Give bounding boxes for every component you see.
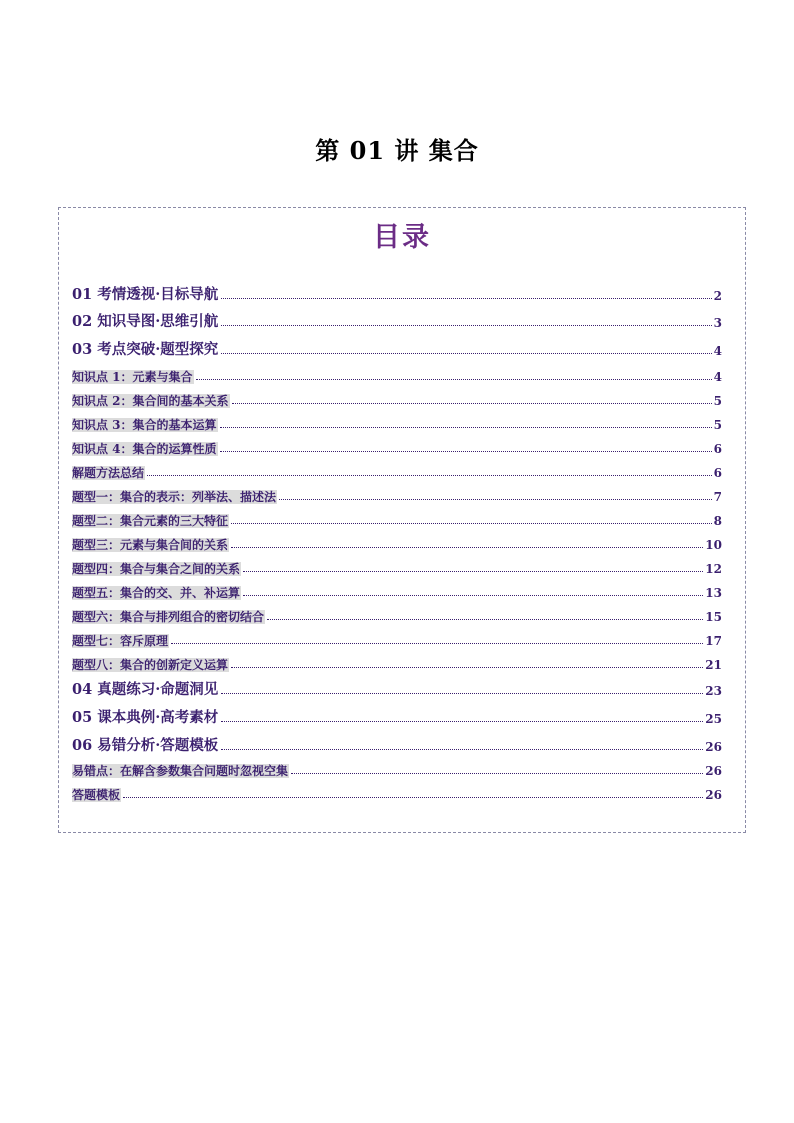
toc-entry[interactable] (72, 390, 722, 408)
dot-leader (123, 797, 703, 798)
toc-entry-page-number: 26 (705, 787, 722, 802)
toc-entry-title: 题型一：集合的表示：列举法、描述法 (72, 489, 277, 504)
toc-entry-title: 06 易错分析·答题模板 (72, 736, 219, 754)
toc-entry[interactable] (72, 558, 722, 576)
toc-entry[interactable] (72, 582, 722, 600)
toc-entry[interactable] (72, 366, 722, 384)
toc-entry-title: 题型五：集合的交、并、补运算 (72, 585, 241, 600)
toc-entry-title: 答题模板 (72, 787, 121, 802)
toc-entry-title: 题型六：集合与排列组合的密切结合 (72, 609, 265, 624)
toc-entry[interactable] (72, 760, 722, 778)
toc-entry[interactable] (72, 654, 722, 672)
dot-leader (243, 595, 703, 596)
dot-leader (221, 353, 711, 354)
toc-entry[interactable] (72, 462, 722, 480)
dot-leader (231, 667, 703, 668)
dot-leader (231, 547, 703, 548)
dot-leader (221, 721, 703, 722)
toc-entry-title: 02 知识导图·思维引航 (72, 312, 219, 330)
toc-entry[interactable] (72, 734, 722, 754)
toc-entry-page-number: 15 (705, 609, 722, 624)
toc-entry-title: 知识点 1：元素与集合 (72, 369, 193, 384)
toc-entry-page-number: 23 (705, 683, 722, 698)
toc-entry-title: 知识点 4：集合的运算性质 (72, 441, 217, 456)
toc-entry-title: 题型七：容斥原理 (72, 633, 169, 648)
toc-entry[interactable] (72, 706, 722, 726)
toc-entry[interactable] (72, 630, 722, 648)
dot-leader (221, 693, 703, 694)
dot-leader (221, 749, 703, 750)
toc-entry-page-number: 21 (705, 657, 722, 672)
dot-leader (220, 427, 712, 428)
toc-entry-page-number: 8 (713, 513, 722, 528)
toc-entry-page-number: 6 (713, 465, 722, 480)
toc-entry[interactable] (72, 784, 722, 802)
page-title: 第 01 讲 集合 (315, 136, 479, 165)
toc-entry-title: 题型八：集合的创新定义运算 (72, 657, 229, 672)
toc-entry[interactable] (72, 534, 722, 552)
toc-entry-title: 题型二：集合元素的三大特征 (72, 513, 229, 528)
dot-leader (147, 475, 712, 476)
toc-entry-title: 解题方法总结 (72, 465, 145, 480)
toc-entry-title: 题型四：集合与集合之间的关系 (72, 561, 241, 576)
toc-entry-page-number: 25 (705, 711, 722, 726)
toc-entry-page-number: 4 (713, 369, 722, 384)
dot-leader (196, 379, 712, 380)
toc-entry-title: 知识点 2：集合间的基本关系 (72, 393, 229, 408)
toc-entry-page-number: 4 (713, 343, 722, 358)
toc-entry-title: 题型三：元素与集合间的关系 (72, 537, 229, 552)
toc-entry-page-number: 5 (713, 417, 722, 432)
toc-entry-page-number: 17 (705, 633, 722, 648)
toc-entry[interactable] (72, 438, 722, 456)
toc-entry[interactable] (72, 310, 722, 330)
toc-entry-page-number: 12 (705, 561, 722, 576)
dot-leader (221, 325, 711, 326)
toc-entry-page-number: 26 (705, 739, 722, 754)
dot-leader (279, 499, 712, 500)
dot-leader (220, 451, 712, 452)
table-of-contents (58, 207, 746, 833)
dot-leader (221, 298, 711, 299)
toc-entry-page-number: 13 (705, 585, 722, 600)
toc-entry-title: 03 考点突破·题型探究 (72, 340, 219, 358)
toc-entry-page-number: 10 (705, 537, 722, 552)
toc-entry[interactable] (72, 283, 722, 303)
toc-entry-page-number: 3 (713, 315, 722, 330)
toc-entry-title: 05 课本典例·高考素材 (72, 708, 219, 726)
toc-entry[interactable] (72, 678, 722, 698)
toc-entry[interactable] (72, 414, 722, 432)
toc-entry-title: 01 考情透视·目标导航 (72, 285, 219, 303)
toc-entry-title: 易错点：在解含参数集合问题时忽视空集 (72, 763, 289, 778)
toc-entry-page-number: 7 (713, 489, 722, 504)
toc-entry[interactable] (72, 338, 722, 358)
toc-heading: 目录 (373, 222, 431, 253)
dot-leader (267, 619, 703, 620)
toc-entry-page-number: 5 (713, 393, 722, 408)
toc-entry-title: 知识点 3：集合的基本运算 (72, 417, 217, 432)
dot-leader (231, 523, 712, 524)
toc-entry-title: 04 真题练习·命题洞见 (72, 680, 219, 698)
dot-leader (232, 403, 712, 404)
dot-leader (171, 643, 703, 644)
toc-entry-page-number: 6 (713, 441, 722, 456)
toc-entry[interactable] (72, 510, 722, 528)
dot-leader (291, 773, 703, 774)
dot-leader (243, 571, 703, 572)
toc-entry[interactable] (72, 486, 722, 504)
toc-entry-page-number: 26 (705, 763, 722, 778)
toc-entry-page-number: 2 (713, 288, 722, 303)
toc-entry[interactable] (72, 606, 722, 624)
